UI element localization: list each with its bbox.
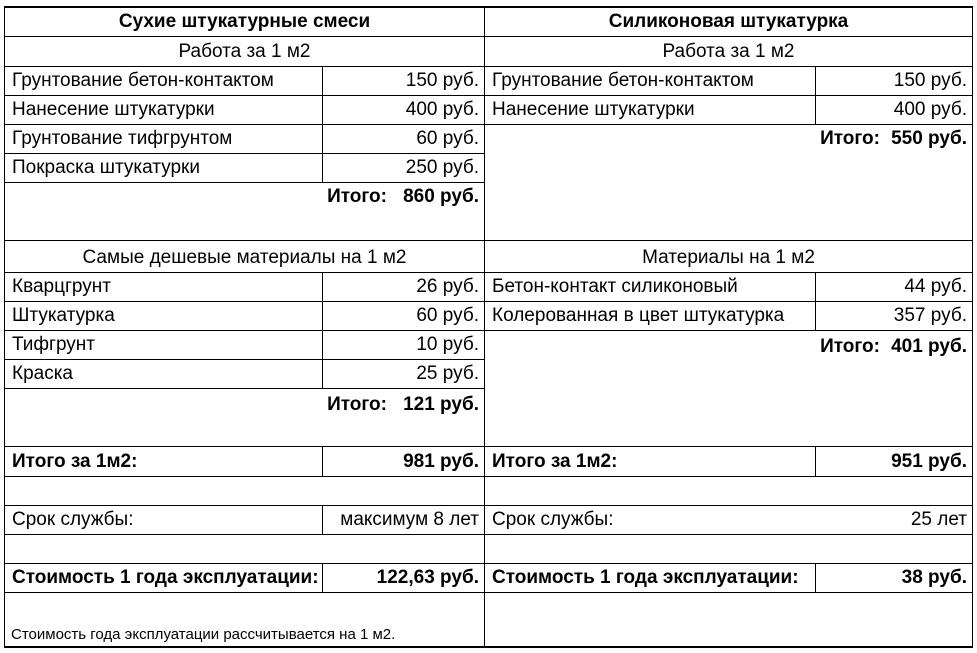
border: [4, 646, 973, 648]
left-work-total-value: 860 руб.: [403, 186, 479, 207]
left-sum-label: Итого за 1м2:: [12, 451, 138, 472]
left-cost-label: Стоимость 1 года эксплуатации:: [12, 567, 319, 588]
left-cost-value: 122,63 руб.: [376, 567, 479, 588]
left-material-row-value: 26 руб.: [416, 276, 479, 297]
left-material-row-label: Кварцгрунт: [12, 276, 111, 297]
left-work-row-value: 60 руб.: [416, 128, 479, 149]
right-life-value: 25 лет: [910, 509, 967, 530]
border: [4, 592, 973, 593]
left-life-value: максимум 8 лет: [340, 509, 479, 530]
right-material-row-value: 357 руб.: [893, 305, 967, 326]
right-cost-value: 38 руб.: [901, 567, 967, 588]
left-material-row-label: Краска: [12, 363, 73, 384]
left-title: Сухие штукатурные смеси: [118, 11, 371, 32]
right-materials-total-label: Итого:: [820, 336, 880, 357]
left-material-row-value: 60 руб.: [416, 305, 479, 326]
right-work-header: Работа за 1 м2: [662, 41, 795, 62]
right-material-row-label: Бетон-контакт силиконовый: [492, 276, 738, 297]
border: [484, 330, 973, 331]
right-sum-label: Итого за 1м2:: [492, 451, 618, 472]
left-work-header: Работа за 1 м2: [178, 41, 311, 62]
left-material-row-label: Тифгрунт: [12, 334, 95, 355]
left-work-row-label: Грунтование бетон-контактом: [12, 70, 274, 91]
right-work-row-label: Грунтование бетон-контактом: [492, 70, 754, 91]
footnote: Стоимость года эксплуатации рассчитывается на 1 м2.: [11, 626, 396, 643]
right-materials-total-value: 401 руб.: [891, 336, 967, 357]
right-work-row-value: 150 руб.: [893, 70, 967, 91]
left-work-row-value: 400 руб.: [405, 99, 479, 120]
border: [972, 6, 973, 648]
right-work-row-value: 400 руб.: [893, 99, 967, 120]
right-work-total-value: 550 руб.: [891, 128, 967, 149]
right-cost-label: Стоимость 1 года эксплуатации:: [492, 567, 799, 588]
left-work-row-value: 150 руб.: [405, 70, 479, 91]
right-sum-value: 951 руб.: [891, 451, 967, 472]
border: [4, 388, 484, 389]
right-materials-header: Материалы на 1 м2: [642, 247, 815, 268]
left-work-row-label: Нанесение штукатурки: [12, 99, 215, 120]
right-material-row-value: 44 руб.: [904, 276, 967, 297]
left-work-total-label: Итого:: [327, 186, 387, 207]
left-life-label: Срок службы:: [12, 509, 134, 530]
border: [4, 534, 973, 535]
left-work-row-label: Покраска штукатурки: [12, 157, 200, 178]
right-life-label: Срок службы:: [492, 509, 614, 530]
left-materials-header: Самые дешевые материалы на 1 м2: [82, 247, 407, 268]
right-title: Силиконовая штукатурка: [608, 11, 849, 32]
left-material-row-value: 10 руб.: [416, 334, 479, 355]
left-material-row-label: Штукатурка: [12, 305, 115, 326]
left-work-row-value: 250 руб.: [405, 157, 479, 178]
right-material-row-label: Колерованная в цвет штукатурка: [492, 305, 785, 326]
left-material-row-value: 25 руб.: [416, 363, 479, 384]
border: [4, 240, 973, 241]
left-materials-total-label: Итого:: [327, 394, 387, 415]
right-work-total-label: Итого:: [820, 128, 880, 149]
left-materials-total-value: 121 руб.: [403, 394, 479, 415]
left-sum-value: 981 руб.: [403, 451, 479, 472]
border: [4, 476, 973, 477]
right-work-row-label: Нанесение штукатурки: [492, 99, 695, 120]
left-work-row-label: Грунтование тифгрунтом: [12, 128, 233, 149]
